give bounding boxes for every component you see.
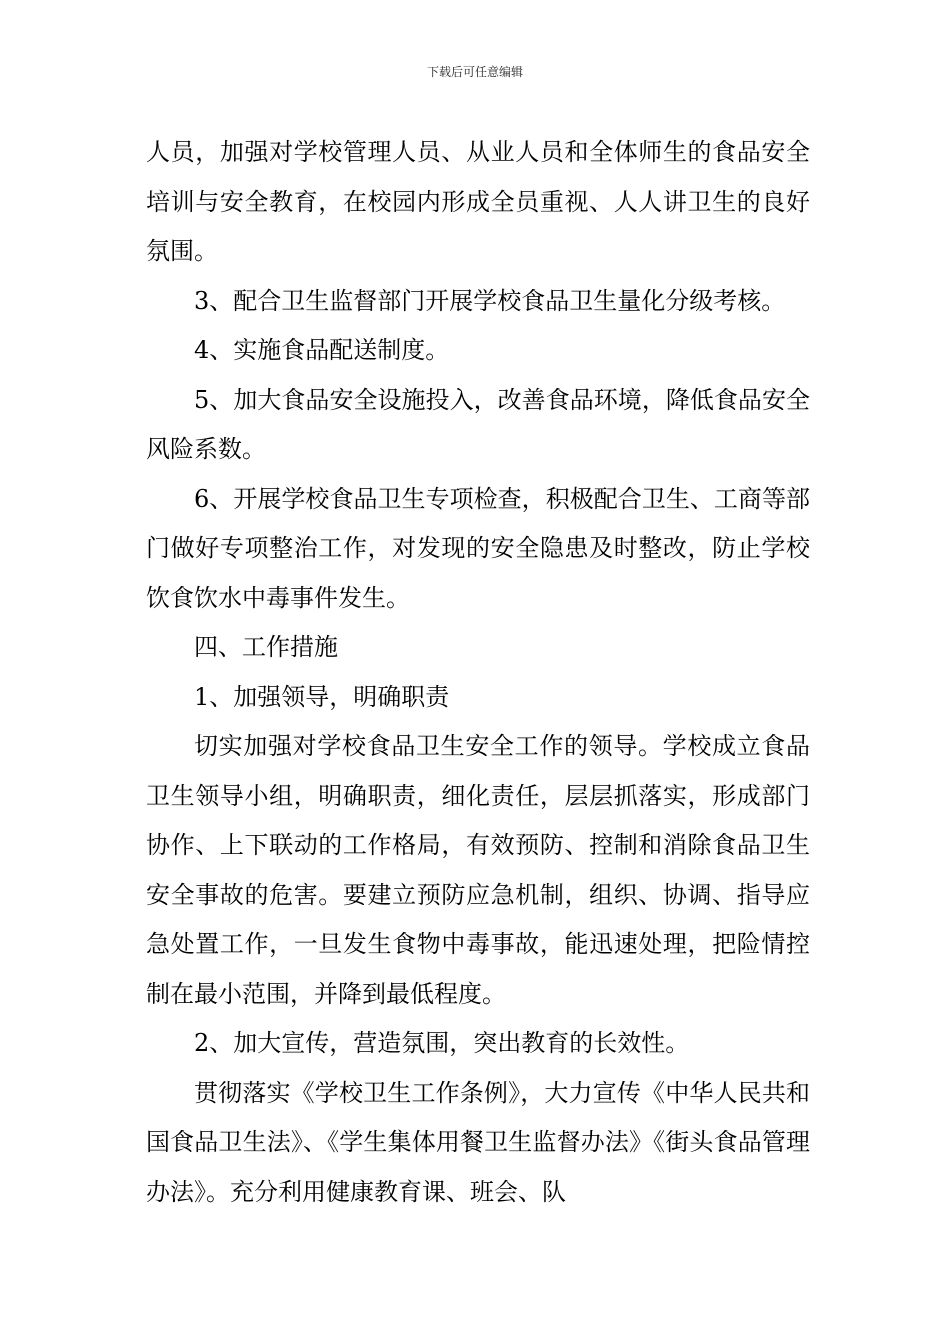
paragraph-publicity: 贯彻落实《学校卫生工作条例》，大力宣传《中华人民共和国食品卫生法》、《学生集体用餐卫生监督办法》《街头食品管理办法》。充分利用健康教育课、班会、队 xyxy=(146,1078,810,1206)
document-body xyxy=(146,128,810,1217)
subheading-publicity: 2、加大宣传，营造氛围，突出教育的长效性。 xyxy=(194,1029,690,1057)
paragraph-item-6: 6、开展学校食品卫生专项检查，积极配合卫生、工商等部门做好专项整治工作，对发现的安全隐患及时整改，防止学校饮食饮水中毒事件发生。 xyxy=(146,484,810,612)
page-header: 下载后可任意编辑 xyxy=(426,65,523,79)
paragraph-continuation: 人员，加强对学校管理人员、从业人员和全体师生的食品安全培训与安全教育，在校园内形成全员重视、人人讲卫生的良好氛围。 xyxy=(146,138,810,265)
paragraph-item-3: 3、配合卫生监督部门开展学校食品卫生量化分级考核。 xyxy=(194,286,786,315)
subheading-leadership: 1、加强领导，明确职责 xyxy=(194,682,450,711)
paragraph-item-5: 5、加大食品安全设施投入，改善食品环境，降低食品安全风险系数。 xyxy=(146,385,810,463)
paragraph-item-4: 4、实施食品配送制度。 xyxy=(194,336,450,364)
section-heading-measures: 四、工作措施 xyxy=(194,633,338,661)
paragraph-leadership: 切实加强对学校食品卫生安全工作的领导。学校成立食品卫生领导小组，明确职责，细化责任，层层抓落实，形成部门协作、上下联动的工作格局，有效预防、控制和消除食品卫生安全事故的危害。要建立预防应急机制，组织、协调、指导应急处置工作，一旦发生食物中毒事故，能迅速处理，把险情控制在最小范围，并降到最低程度。 xyxy=(146,732,810,1008)
